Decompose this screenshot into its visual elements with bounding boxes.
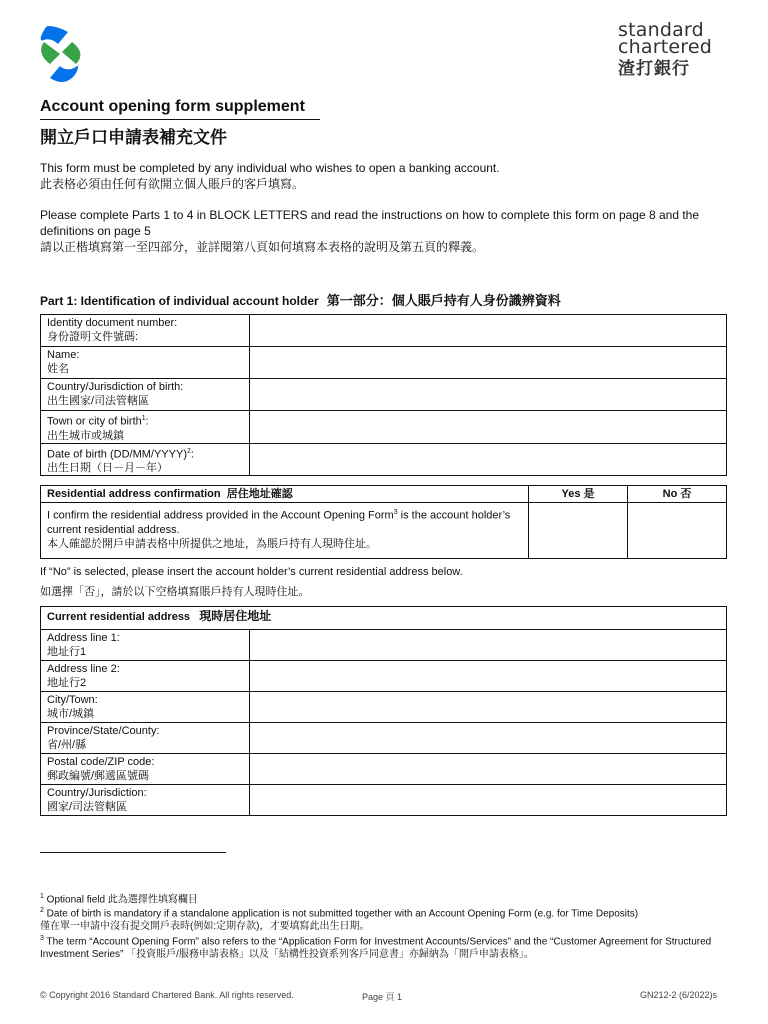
field-label: City/Town: 城市/城鎮: [41, 692, 250, 723]
table-row: [41, 443, 727, 476]
field-label: Province/State/County: 省/州/縣: [41, 723, 250, 754]
instructions-paragraph: [40, 207, 730, 255]
footnote-2: $^2$ Date of birth is mandatory if a standalone application is not submitted together with an Account Opening Form (e.g. for Time Deposits) 僅在單一申請中沒有提交開戶表時(例如:定期存款)，才要填寫此出生日期。: [40, 907, 639, 933]
brand-name-line1: standard: [618, 19, 704, 41]
field-label: Name: 姓名: [41, 347, 250, 379]
city-of-birth-field[interactable]: [250, 411, 727, 444]
country-field[interactable]: [250, 785, 727, 816]
no-column-header: No 否: [628, 486, 727, 503]
if-no-en: If “No” is selected, please insert the account holder’s current residential address below.: [40, 566, 463, 578]
field-label: Identity document number: 身份證明文件號碼:: [41, 315, 250, 347]
field-label: Town or city of birth$^1$: 出生城市或城鎮: [41, 411, 250, 444]
footer-form-code: GN212-2 (6/2022)s: [640, 990, 718, 1000]
brand-wordmark: [618, 19, 728, 80]
current-address-table: [40, 606, 727, 816]
title-underline: [40, 119, 320, 120]
part1-heading-en: Part 1: Identification of individual account holder: [40, 294, 319, 308]
table-header-row: [41, 486, 727, 503]
footer-page-number: Page 頁 1: [362, 992, 403, 1002]
table-row: [41, 503, 727, 559]
table-row: [41, 315, 727, 347]
part1-heading: [40, 290, 561, 309]
instructions-en: Please complete Parts 1 to 4 in BLOCK LETTERS and read the instructions on how to complete this form on page 8 and the definitions on page 5: [40, 208, 700, 238]
footnote-divider: [40, 852, 226, 853]
yes-column-header: Yes 是: [529, 486, 628, 503]
field-label: Country/Jurisdiction: 國家/司法管轄區: [41, 785, 250, 816]
province-field[interactable]: [250, 723, 727, 754]
field-label: Date of birth (DD/MM/YYYY)$^2$: 出生日期（日－月－年）: [41, 443, 250, 476]
footer-copyright: © Copyright 2016 Standard Chartered Bank. All rights reserved.: [40, 990, 294, 1000]
footnote-3: $^3$ The term “Account Opening Form” also refers to the “Application Form for Investment Accounts/Services” and the “Customer Agreement for Structured Investment Series” 「投資賬戶/服務申請表格」以及「結構性投資系列客戶同意書」亦歸納為「開戶申請表格」。: [40, 935, 712, 961]
field-label: Address line 2: 地址行2: [41, 661, 250, 692]
address-line1-field[interactable]: [250, 630, 727, 661]
form-title-zh: 開立戶口申請表補充文件: [40, 128, 227, 147]
confirmation-header: Residential address confirmation 居住地址確認: [41, 486, 529, 503]
table-row: [41, 723, 727, 754]
if-no-note: [40, 564, 730, 600]
form-title: Account opening form supplement: [40, 98, 305, 115]
table-row: [41, 754, 727, 785]
field-label: Postal code/ZIP code: 郵政編號/郵遞區號碼: [41, 754, 250, 785]
brand-name-zh: 渣打銀行: [618, 59, 690, 78]
table-header-row: [41, 607, 727, 630]
table-row: [41, 347, 727, 379]
identification-table: [40, 314, 727, 476]
table-row: [41, 661, 727, 692]
intro-paragraph: [40, 160, 730, 192]
date-of-birth-field[interactable]: [250, 443, 727, 476]
field-label: Country/Jurisdiction of birth: 出生國家/司法管轄區: [41, 379, 250, 411]
table-row: [41, 379, 727, 411]
intro-en: This form must be completed by any individual who wishes to open a banking account.: [40, 161, 500, 175]
no-checkbox-cell[interactable]: [628, 503, 727, 559]
intro-zh: 此表格必須由任何有欲開立個人賬戶的客戶填寫。: [40, 177, 305, 191]
if-no-zh: 如選擇「否」，請於以下空格填寫賬戶持有人現時住址。: [40, 586, 310, 598]
instructions-zh: 請以正楷填寫第一至四部分，並詳閱第八頁如何填寫本表格的說明及第五頁的釋義。: [40, 240, 485, 254]
confirmation-statement: I confirm the residential address provided in the Account Opening Form$^3$ is the account holder’s current residential address. 本人確認於開戶申請表格中所提供之地址，為賬戶持有人現時住址。: [41, 503, 529, 559]
table-row: [41, 411, 727, 444]
identity-number-field[interactable]: [250, 315, 727, 347]
table-row: [41, 785, 727, 816]
address-line2-field[interactable]: [250, 661, 727, 692]
city-field[interactable]: [250, 692, 727, 723]
field-label: Address line 1: 地址行1: [41, 630, 250, 661]
part1-heading-zh: 第一部分：個人賬戶持有人身份識辨資料: [326, 293, 561, 308]
yes-checkbox-cell[interactable]: [529, 503, 628, 559]
brand-name-line2: chartered: [618, 36, 713, 58]
table-row: [41, 630, 727, 661]
standard-chartered-logo-icon: [38, 24, 84, 84]
residential-confirmation-table: [40, 485, 727, 559]
footnote-1: $^1$ Optional field 此為選擇性填寫欄目: [40, 893, 198, 906]
country-of-birth-field[interactable]: [250, 379, 727, 411]
name-field[interactable]: [250, 347, 727, 379]
current-address-header: Current residential address 現時居住地址: [41, 607, 727, 630]
postal-code-field[interactable]: [250, 754, 727, 785]
table-row: [41, 692, 727, 723]
